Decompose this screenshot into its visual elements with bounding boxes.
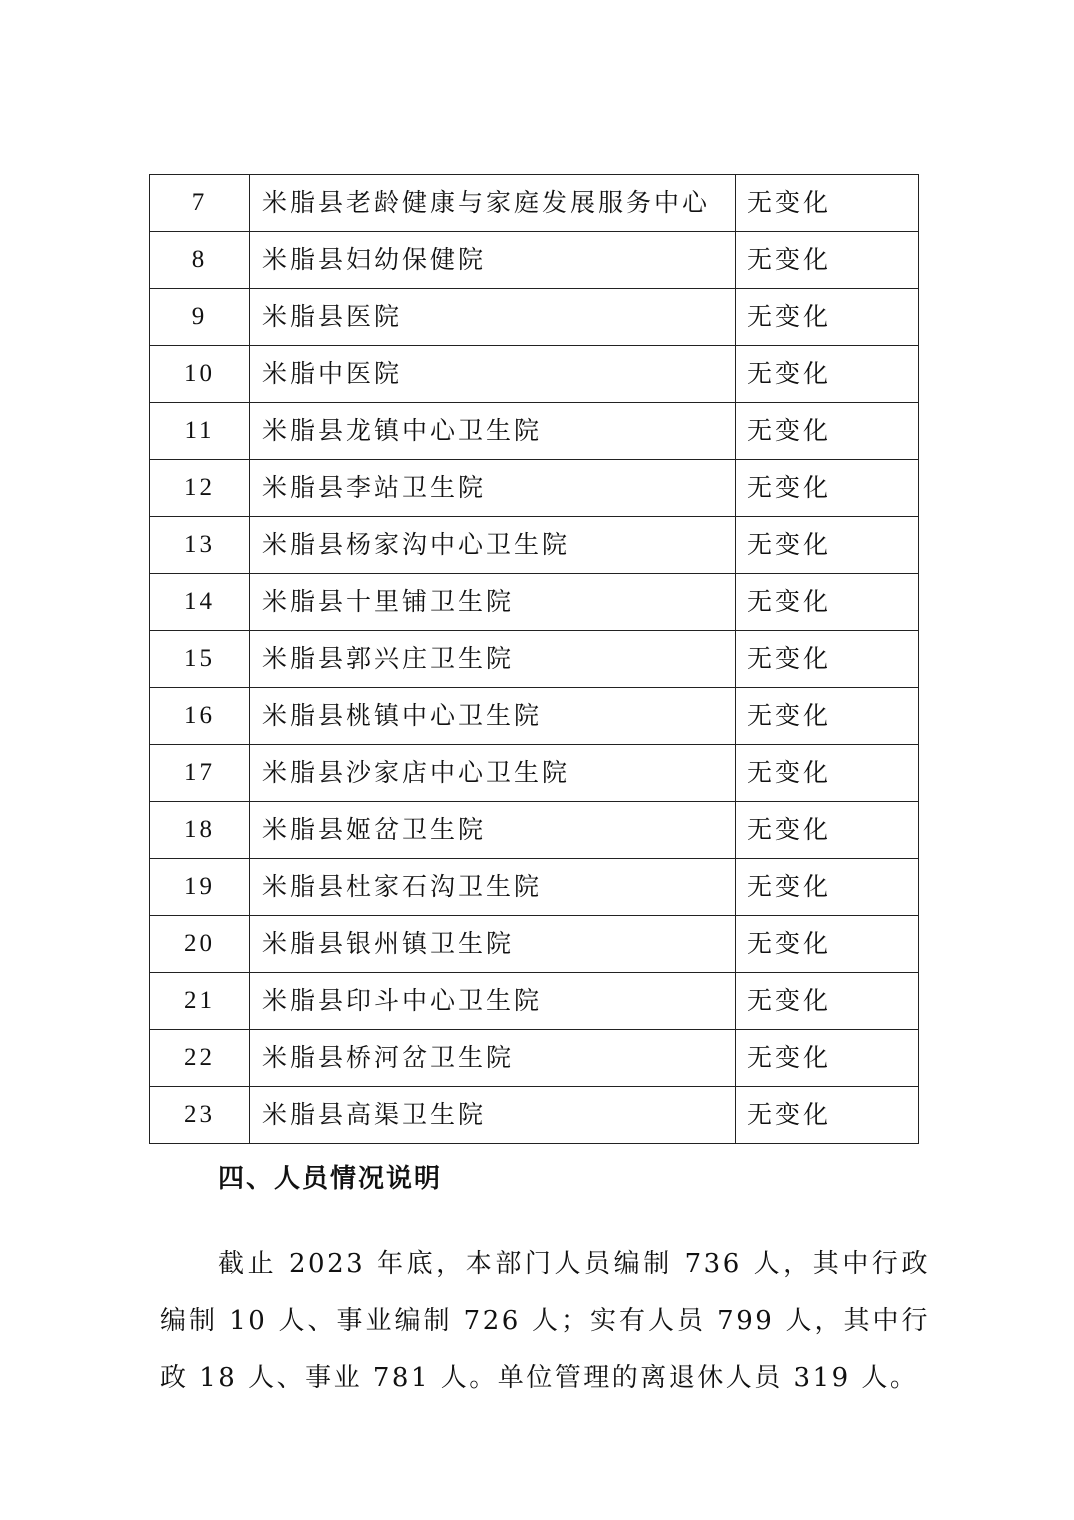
status-cell: 无变化	[736, 859, 919, 916]
table-row	[150, 859, 919, 916]
row-number-cell: 12	[150, 460, 250, 517]
unit-name-cell: 米脂县龙镇中心卫生院	[250, 403, 736, 460]
section-heading: 四、人员情况说明	[218, 1164, 443, 1194]
unit-name-cell: 米脂县杨家沟中心卫生院	[250, 517, 736, 574]
table-row	[150, 517, 919, 574]
status-cell: 无变化	[736, 232, 919, 289]
table-row	[150, 973, 919, 1030]
unit-name-cell: 米脂县桥河岔卫生院	[250, 1030, 736, 1087]
row-number-cell: 20	[150, 916, 250, 973]
unit-name-cell: 米脂县李站卫生院	[250, 460, 736, 517]
status-cell: 无变化	[736, 175, 919, 232]
row-number-cell: 22	[150, 1030, 250, 1087]
row-number-cell: 23	[150, 1087, 250, 1144]
table-row	[150, 403, 919, 460]
unit-name-cell: 米脂县沙家店中心卫生院	[250, 745, 736, 802]
unit-name-cell: 米脂县银州镇卫生院	[250, 916, 736, 973]
row-number-cell: 7	[150, 175, 250, 232]
status-cell: 无变化	[736, 916, 919, 973]
row-number-cell: 21	[150, 973, 250, 1030]
table-row	[150, 745, 919, 802]
row-number-cell: 15	[150, 631, 250, 688]
status-cell: 无变化	[736, 688, 919, 745]
status-cell: 无变化	[736, 1030, 919, 1087]
unit-name-cell: 米脂县杜家石沟卫生院	[250, 859, 736, 916]
table-row	[150, 574, 919, 631]
status-cell: 无变化	[736, 289, 919, 346]
table-row	[150, 460, 919, 517]
unit-name-cell: 米脂县十里铺卫生院	[250, 574, 736, 631]
unit-name-cell: 米脂县桃镇中心卫生院	[250, 688, 736, 745]
unit-name-cell: 米脂县老龄健康与家庭发展服务中心	[250, 175, 736, 232]
units-table-body	[150, 175, 919, 1144]
row-number-cell: 19	[150, 859, 250, 916]
units-table	[149, 174, 919, 1144]
table-row	[150, 289, 919, 346]
status-cell: 无变化	[736, 973, 919, 1030]
table-row	[150, 1030, 919, 1087]
table-row	[150, 802, 919, 859]
status-cell: 无变化	[736, 346, 919, 403]
table-row	[150, 1087, 919, 1144]
unit-name-cell: 米脂县印斗中心卫生院	[250, 973, 736, 1030]
unit-name-cell: 米脂县医院	[250, 289, 736, 346]
table-row	[150, 232, 919, 289]
status-cell: 无变化	[736, 1087, 919, 1144]
row-number-cell: 18	[150, 802, 250, 859]
unit-name-cell: 米脂县郭兴庄卫生院	[250, 631, 736, 688]
row-number-cell: 11	[150, 403, 250, 460]
status-cell: 无变化	[736, 802, 919, 859]
table-row	[150, 346, 919, 403]
row-number-cell: 17	[150, 745, 250, 802]
row-number-cell: 16	[150, 688, 250, 745]
staffing-paragraph: 截止 2023 年底，本部门人员编制 736 人，其中行政编制 10 人、事业编制 726 人；实有人员 799 人，其中行政 18 人、事业 781 人。单位管理的离退休人员 319 人。	[160, 1249, 930, 1393]
status-cell: 无变化	[736, 517, 919, 574]
table-row	[150, 916, 919, 973]
table-row	[150, 631, 919, 688]
row-number-cell: 10	[150, 346, 250, 403]
row-number-cell: 9	[150, 289, 250, 346]
row-number-cell: 13	[150, 517, 250, 574]
row-number-cell: 8	[150, 232, 250, 289]
status-cell: 无变化	[736, 460, 919, 517]
status-cell: 无变化	[736, 574, 919, 631]
status-cell: 无变化	[736, 403, 919, 460]
status-cell: 无变化	[736, 631, 919, 688]
table-row	[150, 175, 919, 232]
table-row	[150, 688, 919, 745]
unit-name-cell: 米脂中医院	[250, 346, 736, 403]
row-number-cell: 14	[150, 574, 250, 631]
status-cell: 无变化	[736, 745, 919, 802]
unit-name-cell: 米脂县姬岔卫生院	[250, 802, 736, 859]
unit-name-cell: 米脂县高渠卫生院	[250, 1087, 736, 1144]
unit-name-cell: 米脂县妇幼保健院	[250, 232, 736, 289]
